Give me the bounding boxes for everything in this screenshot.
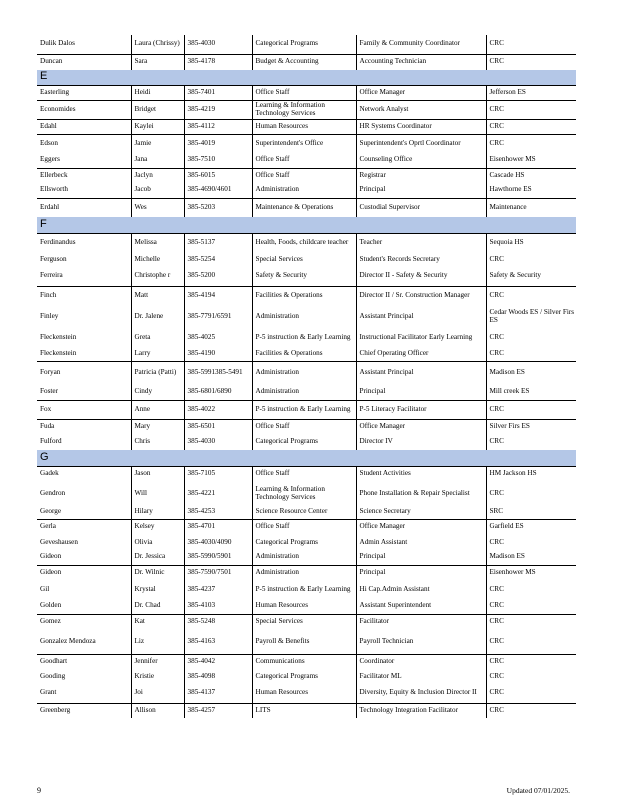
job-title-cell: Diversity, Equity & Inclusion Director II (356, 684, 486, 703)
first-name-cell: Krystal (131, 580, 184, 599)
table-row (37, 233, 576, 252)
letter-header: F (37, 217, 576, 233)
last-name-cell: Fleckenstein (40, 332, 77, 341)
table-row (37, 35, 576, 54)
site-cell: CRC (486, 482, 576, 505)
department-cell: Categorical Programs (252, 535, 356, 550)
phone-cell: 385-4221 (184, 482, 252, 505)
phone-cell: 385-4190 (184, 347, 252, 361)
table-row (37, 119, 576, 134)
site-cell: Hawthorne ES (486, 183, 576, 198)
table-row (37, 654, 576, 669)
phone-cell: 385-4030 (184, 35, 252, 54)
job-title-cell: Family & Community Coordinator (356, 35, 486, 54)
job-title-cell: Student's Records Secretary (356, 252, 486, 267)
job-title-cell: Assistant Principal (356, 361, 486, 384)
last-name-cell: Fuda (40, 421, 55, 430)
first-name-cell: Jamie (131, 134, 184, 153)
letter-header-row (37, 70, 576, 85)
site-cell: CRC (486, 669, 576, 684)
first-name-cell: Jacob (131, 183, 184, 198)
first-name-cell: Heidi (131, 85, 184, 100)
department-cell: Office Staff (252, 153, 356, 168)
last-name-cell: Edson (40, 138, 58, 147)
department-cell: Administration (252, 305, 356, 328)
last-name-cell: Gil (40, 584, 50, 593)
site-cell: CRC (486, 347, 576, 361)
department-cell: Administration (252, 565, 356, 580)
site-cell: CRC (486, 400, 576, 419)
first-name-cell: Kristie (131, 669, 184, 684)
last-name-cell: Gideon (37, 550, 131, 565)
department-cell: Office Staff (252, 519, 356, 535)
job-title-cell: Facilitator (356, 614, 486, 630)
table-row (37, 252, 576, 267)
department-cell: Facilities & Operations (252, 286, 356, 305)
site-cell: CRC (486, 654, 576, 669)
department-cell: LITS (252, 703, 356, 718)
table-row (37, 54, 576, 70)
site-cell: CRC (486, 252, 576, 267)
department-cell: Administration (252, 183, 356, 198)
department-cell: Safety & Security (252, 267, 356, 286)
last-name-cell: Gomez (40, 617, 61, 626)
job-title-cell: Director IV (356, 434, 486, 450)
first-name-cell: Patricia (Patti) (131, 361, 184, 384)
phone-cell: 385-5254 (184, 252, 252, 267)
site-cell: CRC (486, 630, 576, 654)
table-row (37, 580, 576, 599)
phone-cell: 385-5991385-5491 (184, 361, 252, 384)
site-cell: Silver Firs ES (486, 419, 576, 434)
table-row (37, 565, 576, 580)
last-name-cell: George (37, 505, 131, 519)
department-cell: Maintenance & Operations (252, 198, 356, 217)
site-cell: Cedar Woods ES / Silver Firs ES (486, 305, 576, 328)
job-title-cell: P-5 Literacy Facilitator (356, 400, 486, 419)
last-name-cell: Foster (37, 384, 131, 400)
phone-cell: 385-4701 (184, 519, 252, 535)
table-row (37, 669, 576, 684)
job-title-cell: Director II / Sr. Construction Manager (356, 286, 486, 305)
first-name-cell: Jana (131, 153, 184, 168)
directory-rows (37, 35, 576, 718)
phone-cell: 385-5200 (184, 267, 252, 286)
job-title-cell: Accounting Technician (356, 54, 486, 70)
department-cell: Science Resource Center (252, 505, 356, 519)
first-name-cell: Greta (131, 328, 184, 347)
last-name-cell: Ellsworth (37, 183, 131, 198)
last-name-cell: Duncan (40, 57, 63, 66)
phone-cell: 385-4030 (184, 434, 252, 450)
first-name-cell: Dr. Wilnic (131, 565, 184, 580)
site-cell: CRC (486, 286, 576, 305)
table-row (37, 466, 576, 482)
last-name-cell: Finley (40, 311, 59, 320)
first-name-cell: Matt (131, 286, 184, 305)
table-row (37, 614, 576, 630)
last-name-cell: Geveshausen (40, 537, 78, 546)
first-name-cell: Kaylei (131, 119, 184, 134)
site-cell: CRC (486, 35, 576, 54)
last-name-cell: Fulford (40, 437, 62, 446)
last-name-cell: Fox (37, 400, 131, 419)
phone-cell: 385-5137 (184, 233, 252, 252)
last-name-cell: Fleckenstein (37, 347, 131, 361)
first-name-cell: Bridget (131, 100, 184, 119)
department-cell: Human Resources (252, 119, 356, 134)
job-title-cell: Office Manager (356, 519, 486, 535)
last-name-cell: Edahl (37, 119, 131, 134)
table-row (37, 100, 576, 119)
last-name-cell: Eggers (37, 153, 131, 168)
department-cell: Health, Foods, childcare teacher (252, 233, 356, 252)
first-name-cell: Will (131, 482, 184, 505)
last-name-cell: Dulik Dalos (37, 35, 131, 54)
job-title-cell: Chief Operating Officer (356, 347, 486, 361)
job-title-cell: Assistant Superintendent (356, 599, 486, 614)
department-cell: Categorical Programs (252, 434, 356, 450)
last-name-cell: Ferdinandus (40, 237, 76, 246)
site-cell: CRC (486, 134, 576, 153)
first-name-cell: Jason (131, 466, 184, 482)
first-name-cell: Joi (131, 684, 184, 703)
first-name-cell: Liz (131, 630, 184, 654)
table-row (37, 153, 576, 168)
first-name-cell: Wes (131, 198, 184, 217)
table-row (37, 361, 576, 384)
job-title-cell: Custodial Supervisor (356, 198, 486, 217)
job-title-cell: Assistant Principal (356, 305, 486, 328)
table-row (37, 134, 576, 153)
job-title-cell: Principal (356, 565, 486, 580)
table-row (37, 328, 576, 347)
site-cell: CRC (486, 100, 576, 119)
first-name-cell: Cindy (131, 384, 184, 400)
table-row (37, 419, 576, 434)
phone-cell: 385-4219 (184, 100, 252, 119)
staff-directory-table (37, 35, 576, 718)
job-title-cell: Admin Assistant (356, 535, 486, 550)
department-cell: P-5 instruction & Early Learning (252, 328, 356, 347)
department-cell: Categorical Programs (252, 35, 356, 54)
table-row (37, 286, 576, 305)
last-name-cell: Foryan (40, 367, 61, 376)
phone-cell: 385-5990/5901 (184, 550, 252, 565)
last-name-cell: Gadek (40, 469, 59, 478)
job-title-cell: HR Systems Coordinator (356, 119, 486, 134)
department-cell: Learning & Information Technology Services (252, 100, 356, 119)
phone-cell: 385-7401 (184, 85, 252, 100)
job-title-cell: Phone Installation & Repair Specialist (356, 482, 486, 505)
table-row (37, 183, 576, 198)
site-cell: CRC (486, 580, 576, 599)
first-name-cell: Kelsey (131, 519, 184, 535)
job-title-cell: Counseling Office (356, 153, 486, 168)
job-title-cell: Instructional Facilitator Early Learning (356, 328, 486, 347)
table-row (37, 400, 576, 419)
table-row (37, 482, 576, 505)
table-row (37, 347, 576, 361)
site-cell: Sequoia HS (486, 233, 576, 252)
site-cell: CRC (486, 328, 576, 347)
phone-cell: 385-4194 (184, 286, 252, 305)
job-title-cell: Student Activities (356, 466, 486, 482)
letter-header-row (37, 450, 576, 466)
site-cell: CRC (486, 54, 576, 70)
table-row (37, 168, 576, 183)
site-cell: Garfield ES (486, 519, 576, 535)
phone-cell: 385-7510 (184, 153, 252, 168)
site-cell: Mill creek ES (486, 384, 576, 400)
table-row (37, 535, 576, 550)
table-row (37, 505, 576, 519)
job-title-cell: Office Manager (356, 419, 486, 434)
department-cell: Office Staff (252, 85, 356, 100)
department-cell: Human Resources (252, 684, 356, 703)
department-cell: Budget & Accounting (252, 54, 356, 70)
site-cell: CRC (486, 614, 576, 630)
job-title-cell: Principal (356, 183, 486, 198)
phone-cell: 385-4163 (184, 630, 252, 654)
job-title-cell: Principal (356, 550, 486, 565)
site-cell: CRC (486, 684, 576, 703)
first-name-cell: Jaclyn (131, 168, 184, 183)
phone-cell: 385-4237 (184, 580, 252, 599)
table-row (37, 384, 576, 400)
first-name-cell: Christophe r (131, 267, 184, 286)
letter-header: E (37, 70, 576, 85)
table-row (37, 267, 576, 286)
job-title-cell: Facilitator ML (356, 669, 486, 684)
phone-cell: 385-4019 (184, 134, 252, 153)
phone-cell: 385-6015 (184, 168, 252, 183)
site-cell: Safety & Security (486, 267, 576, 286)
first-name-cell: Michelle (131, 252, 184, 267)
site-cell: CRC (486, 599, 576, 614)
site-cell: CRC (486, 535, 576, 550)
first-name-cell: Chris (131, 434, 184, 450)
department-cell: Special Services (252, 252, 356, 267)
job-title-cell: Science Secretary (356, 505, 486, 519)
phone-cell: 385-4112 (184, 119, 252, 134)
job-title-cell: Office Manager (356, 85, 486, 100)
phone-cell: 385-4253 (184, 505, 252, 519)
department-cell: Office Staff (252, 168, 356, 183)
department-cell: Human Resources (252, 599, 356, 614)
last-name-cell: Finch (40, 290, 57, 299)
last-name-cell: Ferreira (37, 267, 131, 286)
site-cell: CRC (486, 434, 576, 450)
job-title-cell: Network Analyst (356, 100, 486, 119)
phone-cell: 385-5248 (184, 614, 252, 630)
phone-cell: 385-4103 (184, 599, 252, 614)
job-title-cell: Superintendent's Oprtl Coordinator (356, 134, 486, 153)
phone-cell: 385-4030/4090 (184, 535, 252, 550)
last-name-cell: Greenberg (40, 705, 71, 714)
site-cell: CRC (486, 119, 576, 134)
phone-cell: 385-5203 (184, 198, 252, 217)
table-row (37, 703, 576, 718)
first-name-cell: Olivia (131, 535, 184, 550)
first-name-cell: Melissa (131, 233, 184, 252)
department-cell: Categorical Programs (252, 669, 356, 684)
table-row (37, 434, 576, 450)
site-cell: Eisenhower MS (486, 153, 576, 168)
last-name-cell: Grant (37, 684, 131, 703)
last-name-cell: Erdahl (40, 202, 60, 211)
phone-cell: 385-6501 (184, 419, 252, 434)
site-cell: SRC (486, 505, 576, 519)
first-name-cell: Allison (131, 703, 184, 718)
table-row (37, 519, 576, 535)
phone-cell: 385-4098 (184, 669, 252, 684)
table-row (37, 599, 576, 614)
updated-date: Updated 07/01/2025. (506, 786, 570, 795)
phone-cell: 385-4025 (184, 328, 252, 347)
last-name-cell: Economides (37, 100, 131, 119)
department-cell: Learning & Information Technology Services (252, 482, 356, 505)
job-title-cell: Coordinator (356, 654, 486, 669)
last-name-cell: Goodhart (40, 656, 68, 665)
department-cell: P-5 instruction & Early Learning (252, 400, 356, 419)
last-name-cell: Gideon (40, 567, 62, 576)
job-title-cell: Hi Cap.Admin Assistant (356, 580, 486, 599)
job-title-cell: Technology Integration Facilitator (356, 703, 486, 718)
phone-cell: 385-4690/4601 (184, 183, 252, 198)
first-name-cell: Sara (131, 54, 184, 70)
site-cell: Maintenance (486, 198, 576, 217)
department-cell: Office Staff (252, 419, 356, 434)
first-name-cell: Laura (Chrissy) (131, 35, 184, 54)
first-name-cell: Larry (131, 347, 184, 361)
department-cell: Administration (252, 361, 356, 384)
department-cell: Payroll & Benefits (252, 630, 356, 654)
last-name-cell: Golden (37, 599, 131, 614)
last-name-cell: Gerla (40, 522, 56, 531)
page-number: 9 (37, 786, 41, 795)
table-row (37, 85, 576, 100)
site-cell: Madison ES (486, 361, 576, 384)
last-name-cell: Gendron (40, 488, 66, 497)
last-name-cell: Ellerbeck (40, 170, 68, 179)
last-name-cell: Easterling (37, 85, 131, 100)
department-cell: Administration (252, 384, 356, 400)
phone-cell: 385-6801/6890 (184, 384, 252, 400)
first-name-cell: Anne (131, 400, 184, 419)
department-cell: Communications (252, 654, 356, 669)
department-cell: Office Staff (252, 466, 356, 482)
phone-cell: 385-4042 (184, 654, 252, 669)
first-name-cell: Dr. Jalene (131, 305, 184, 328)
first-name-cell: Dr. Jessica (131, 550, 184, 565)
first-name-cell: Jennifer (131, 654, 184, 669)
first-name-cell: Hilary (131, 505, 184, 519)
site-cell: Jefferson ES (486, 85, 576, 100)
first-name-cell: Mary (131, 419, 184, 434)
site-cell: CRC (486, 703, 576, 718)
letter-header: G (37, 450, 576, 466)
phone-cell: 385-4022 (184, 400, 252, 419)
site-cell: Madison ES (486, 550, 576, 565)
department-cell: Special Services (252, 614, 356, 630)
table-row (37, 630, 576, 654)
last-name-cell: Ferguson (40, 254, 67, 263)
letter-header-row (37, 217, 576, 233)
department-cell: Facilities & Operations (252, 347, 356, 361)
job-title-cell: Teacher (356, 233, 486, 252)
table-row (37, 305, 576, 328)
table-row (37, 550, 576, 565)
job-title-cell: Payroll Technician (356, 630, 486, 654)
job-title-cell: Registrar (356, 168, 486, 183)
department-cell: P-5 instruction & Early Learning (252, 580, 356, 599)
phone-cell: 385-4137 (184, 684, 252, 703)
department-cell: Superintendent's Office (252, 134, 356, 153)
phone-cell: 385-7105 (184, 466, 252, 482)
first-name-cell: Kat (131, 614, 184, 630)
last-name-cell: Gonzalez Mendoza (37, 630, 131, 654)
site-cell: Cascade HS (486, 168, 576, 183)
table-row (37, 684, 576, 703)
table-row (37, 198, 576, 217)
first-name-cell: Dr. Chad (131, 599, 184, 614)
site-cell: Eisenhower MS (486, 565, 576, 580)
site-cell: HM Jackson HS (486, 466, 576, 482)
last-name-cell: Gooding (40, 671, 66, 680)
job-title-cell: Director II - Safety & Security (356, 267, 486, 286)
phone-cell: 385-7791/6591 (184, 305, 252, 328)
phone-cell: 385-7590/7501 (184, 565, 252, 580)
department-cell: Administration (252, 550, 356, 565)
job-title-cell: Principal (356, 384, 486, 400)
phone-cell: 385-4257 (184, 703, 252, 718)
phone-cell: 385-4178 (184, 54, 252, 70)
